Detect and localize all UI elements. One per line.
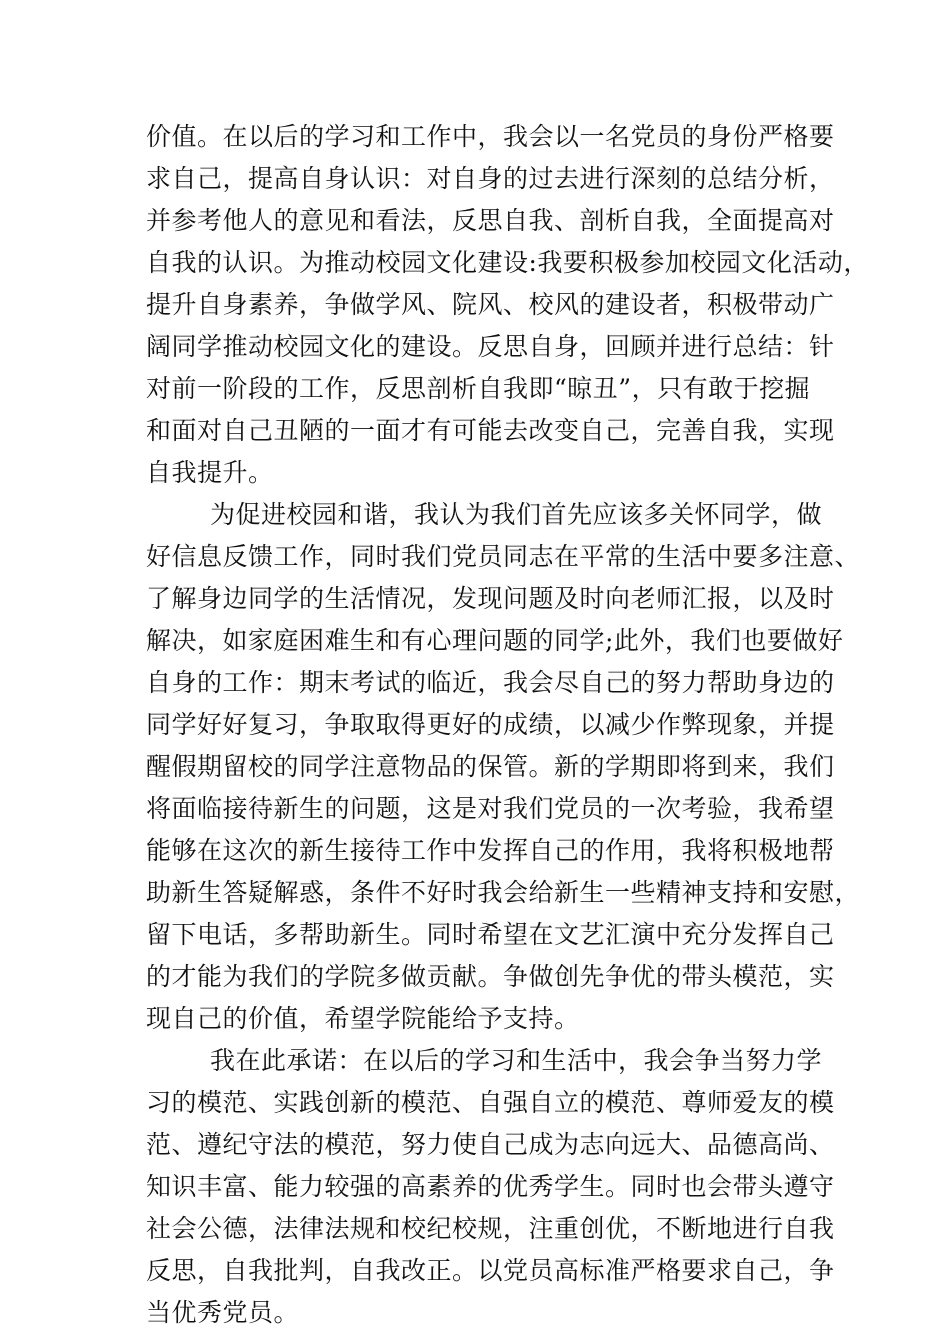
text-line: 社会公德，法律法规和校纪校规，注重创优，不断地进行自我 — [146, 1214, 835, 1243]
paragraph — [146, 1040, 835, 1334]
text-line: 价值。在以后的学习和工作中，我会以一名党员的身份严格要 — [146, 122, 835, 151]
text-line: 现自己的价值，希望学院能给予支持。 — [146, 1004, 580, 1033]
paragraph — [146, 116, 869, 494]
text-line: 知识丰富、能力较强的高素养的优秀学生。同时也会带头遵守 — [146, 1172, 835, 1201]
text-line: 反思，自我批判，自我改正。以党员高标准严格要求自己，争 — [146, 1256, 835, 1285]
text-line: 留下电话，多帮助新生。同时希望在文艺汇演中充分发挥自己 — [146, 920, 835, 949]
text-line: 好信息反馈工作，同时我们党员同志在平常的生活中要多注意、 — [146, 542, 861, 571]
text-line: 范、遵纪守法的模范，努力使自己成为志向远大、品德高尚、 — [146, 1130, 835, 1159]
text-line: 自身的工作：期末考试的临近，我会尽自己的努力帮助身边的 — [146, 668, 835, 697]
text-line: 将面临接待新生的问题，这是对我们党员的一次考验，我希望 — [146, 794, 835, 823]
text-line: 求自己，提高自身认识：对自身的过去进行深刻的总结分析， — [146, 164, 835, 193]
text-line: 当优秀党员。 — [146, 1298, 300, 1327]
text-line: 和面对自己丑陋的一面才有可能去改变自己，完善自我，实现 — [146, 416, 835, 445]
paragraph — [146, 494, 861, 1040]
text-line: 自我的认识。为推动校园文化建设:我要积极参加校园文化活动， — [146, 248, 869, 277]
text-line: 习的模范、实践创新的模范、自强自立的模范、尊师爱友的模 — [146, 1088, 835, 1117]
document-body — [146, 116, 869, 1334]
text-line: 了解身边同学的生活情况，发现问题及时向老师汇报，以及时 — [146, 584, 835, 613]
text-line: 能够在这次的新生接待工作中发挥自己的作用，我将积极地帮 — [146, 836, 835, 865]
text-line: 自我提升。 — [146, 458, 274, 487]
text-line: 的才能为我们的学院多做贡献。争做创先争优的带头模范，实 — [146, 962, 835, 991]
text-line: 醒假期留校的同学注意物品的保管。新的学期即将到来，我们 — [146, 752, 835, 781]
text-line: 解决，如家庭困难生和有心理问题的同学;此外，我们也要做好 — [146, 626, 844, 655]
text-line: 为促进校园和谐，我认为我们首先应该多关怀同学，做 — [210, 500, 823, 529]
text-line: 对前一阶段的工作，反思剖析自我即“晾丑”，只有敢于挖掘 — [146, 374, 811, 403]
text-line: 我在此承诺：在以后的学习和生活中，我会争当努力学 — [210, 1046, 823, 1075]
text-line: 阔同学推动校园文化的建设。反思自身，回顾并进行总结：针 — [146, 332, 835, 361]
text-line: 助新生答疑解惑，条件不好时我会给新生一些精神支持和安慰， — [146, 878, 861, 907]
text-line: 并参考他人的意见和看法，反思自我、剖析自我，全面提高对 — [146, 206, 835, 235]
text-line: 提升自身素养，争做学风、院风、校风的建设者，积极带动广 — [146, 290, 835, 319]
text-line: 同学好好复习，争取取得更好的成绩，以减少作弊现象，并提 — [146, 710, 835, 739]
